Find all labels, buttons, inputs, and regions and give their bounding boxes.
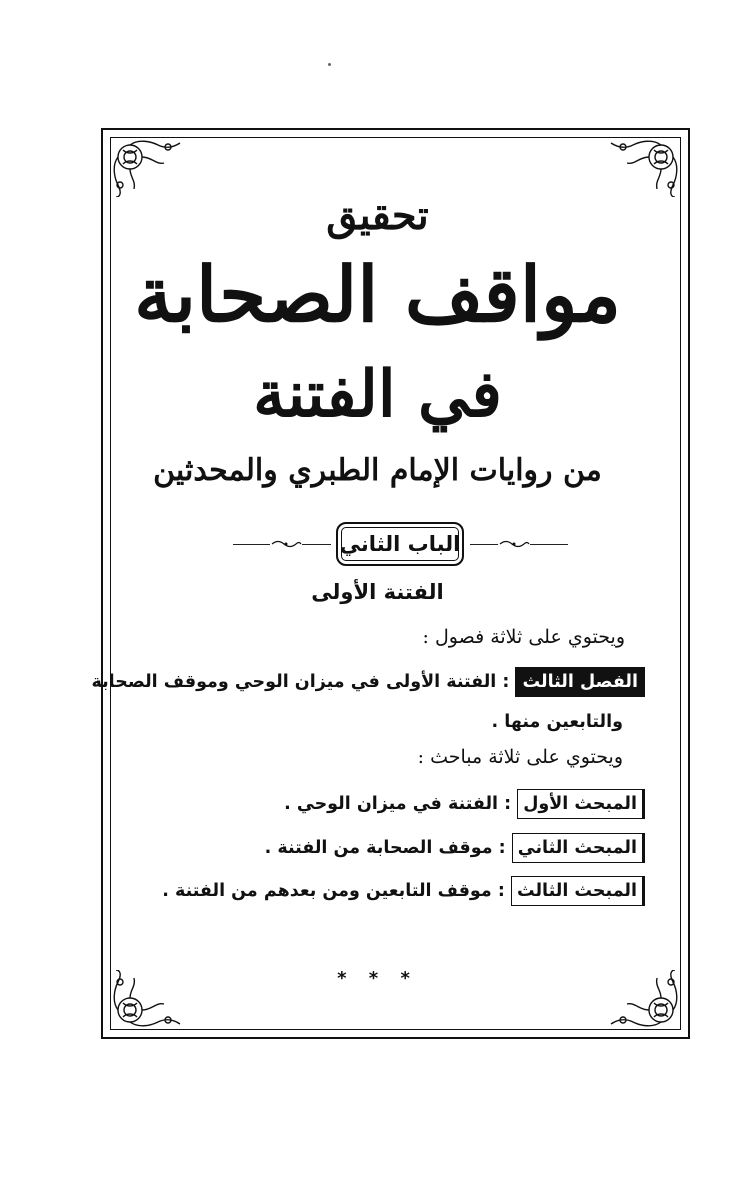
chapter-intro: ويحتوي على ثلاثة فصول : [422, 626, 625, 648]
divider-ornament-icon [498, 539, 530, 549]
book-title-second-line: في الفتنة [253, 357, 502, 432]
section-tag: الفصل الثالث [515, 667, 645, 697]
chapter-title: الفتنة الأولى [311, 580, 444, 604]
subsection-text: : موقف التابعين ومن بعدهم من الفتنة . [162, 881, 505, 901]
subsection-tag: المبحث الأول [517, 789, 643, 819]
page-speck [328, 63, 331, 66]
list-item [123, 832, 643, 864]
subsection-tag: المبحث الثاني [512, 833, 643, 863]
list-item [123, 788, 643, 820]
section-text-line2: والتابعين منها . [491, 712, 623, 732]
subsection-tag: المبحث الثالث [511, 876, 643, 906]
chapter-heading [228, 522, 573, 570]
section-text-continued [103, 706, 623, 738]
subsection-text: : الفتنة في ميزان الوحي . [284, 794, 512, 814]
list-item [123, 875, 643, 907]
book-subtitle: من روايات الإمام الطبري والمحدثين [153, 453, 602, 488]
section-intro: ويحتوي على ثلاثة مباحث : [417, 746, 623, 768]
section-text-line1: : الفتنة الأولى في ميزان الوحي وموقف الصحابة [91, 672, 510, 692]
book-title: مواقف الصحابة [134, 250, 621, 339]
section-separator-stars: * * * [337, 968, 418, 989]
section-heading [91, 666, 645, 698]
subsection-text: : موقف الصحابة من الفتنة . [264, 838, 506, 858]
chapter-label: الباب الثاني [336, 522, 464, 566]
title-kicker: تحقيق [326, 192, 429, 239]
divider-ornament-icon [270, 539, 302, 549]
